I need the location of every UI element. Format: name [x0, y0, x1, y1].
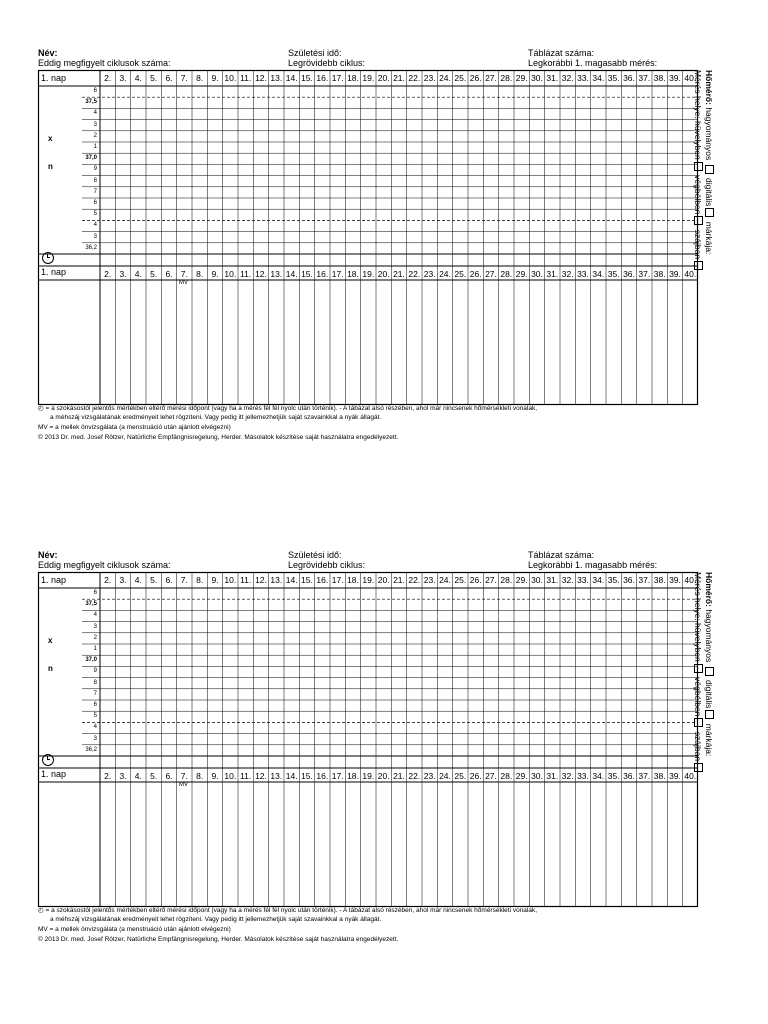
day-header: 38.: [653, 73, 666, 83]
traditional-checkbox[interactable]: [705, 165, 714, 174]
day-header: 34.: [592, 73, 605, 83]
rectal-checkbox[interactable]: [694, 216, 703, 225]
temperature-label: 36,2: [85, 244, 97, 251]
temperature-label: 37,5: [85, 99, 97, 106]
temperature-label: 7: [93, 188, 97, 195]
day-header: 26.: [469, 575, 482, 585]
day-header: 9.: [211, 73, 219, 83]
day-header: 5.: [150, 73, 158, 83]
day-header-lower: 17.: [331, 269, 344, 279]
temperature-label: 3: [93, 121, 97, 128]
vaginal-checkbox[interactable]: [694, 162, 703, 171]
day-header-lower: 20.: [377, 269, 390, 279]
shortest-cycle-label: Legrövidebb ciklus:: [288, 58, 366, 68]
temperature-label: 5: [93, 211, 97, 218]
x-symbol: x: [48, 636, 53, 645]
temperature-label: 7: [93, 690, 97, 697]
temperature-label: 2: [93, 634, 97, 641]
day-header: 37.: [638, 73, 651, 83]
day-header-lower: 15.: [301, 269, 313, 279]
temperature-label: 4: [93, 612, 97, 619]
day-header: 26.: [469, 73, 482, 83]
thermometer-line: Hőmérő: hagyományos digitális márkája:: [704, 572, 714, 757]
day-header: 3.: [119, 73, 127, 83]
day-header-lower: 40.: [684, 771, 697, 781]
day-header: 20.: [377, 575, 390, 585]
brand-text: márkája:: [704, 723, 714, 757]
day-header: 18.: [347, 575, 359, 585]
grid-border: [39, 71, 698, 405]
temperature-label: 6: [93, 88, 97, 94]
day-header-lower: 38.: [653, 771, 666, 781]
footer-note-1: ◴ = a szokásostól jelentős mértékben eltérő mérési időpont (vagy ha a mérés fél fél nyolc után történik). - A tábázat alsó részében, ahol már nincsenek hőmérsékleti vonalak,: [38, 405, 538, 412]
day-header-lower: 35.: [607, 771, 620, 781]
digital-text: digitális: [704, 178, 714, 207]
day-header-lower: 10.: [224, 771, 237, 781]
day-header: 13.: [270, 575, 283, 585]
temperature-label: 4: [93, 724, 97, 731]
day-header-lower: 13.: [270, 771, 283, 781]
first-day-label-lower: 1. nap: [41, 267, 67, 277]
day-header-lower: 23.: [423, 771, 436, 781]
clock-icon: [42, 754, 54, 766]
day-header: 27.: [485, 73, 497, 83]
day-header-lower: 16.: [316, 771, 329, 781]
day-header-lower: 2.: [104, 771, 112, 781]
day-header-lower: 33.: [577, 771, 589, 781]
grid-lines: [38, 70, 698, 405]
day-header-lower: 4.: [134, 269, 142, 279]
footer-note-mv: MV = a mellek önvizsgálata (a menstruáció után ajánlott elvégezni): [38, 926, 231, 933]
day-header: 31.: [546, 575, 559, 585]
day-header-lower: 29.: [515, 269, 528, 279]
day-header: 6.: [165, 73, 173, 83]
n-symbol: n: [48, 162, 53, 171]
day-header: 10.: [224, 73, 237, 83]
thermometer-line: Hőmérő: hagyományos digitális márkája:: [704, 70, 714, 255]
day-header-lower: 25.: [454, 771, 467, 781]
temperature-label: 6: [93, 590, 97, 596]
day-header-lower: 38.: [653, 269, 666, 279]
day-header: 11.: [240, 575, 252, 585]
day-header: 14.: [285, 73, 298, 83]
grid-lines: [38, 572, 698, 907]
day-header: 19.: [362, 73, 375, 83]
day-header-lower: 39.: [669, 771, 681, 781]
name-label: Név:: [38, 48, 58, 58]
day-header: 17.: [331, 575, 344, 585]
day-header: 21.: [393, 575, 405, 585]
rectal-checkbox[interactable]: [694, 718, 703, 727]
day-header: 10.: [224, 575, 237, 585]
temperature-label: 37,5: [85, 601, 97, 608]
day-header: 36.: [623, 73, 635, 83]
day-header-lower: 10.: [224, 269, 237, 279]
table-number-label: Táblázat száma:: [528, 550, 595, 560]
day-header-lower: 21.: [393, 269, 405, 279]
traditional-checkbox[interactable]: [705, 667, 714, 676]
day-header: 24.: [439, 73, 451, 83]
day-header-lower: 14.: [285, 771, 298, 781]
digital-checkbox[interactable]: [705, 208, 714, 217]
day-header: 25.: [454, 575, 467, 585]
day-header: 13.: [270, 73, 283, 83]
measure-place-text: Mérés helye: hüvelyben: [693, 572, 703, 662]
day-header-lower: 32.: [561, 269, 574, 279]
day-header-lower: 19.: [362, 269, 375, 279]
temperature-label: 3: [93, 623, 97, 630]
day-header-lower: 30.: [531, 771, 543, 781]
day-header-lower: 28.: [500, 771, 513, 781]
day-header-lower: 33.: [577, 269, 589, 279]
day-header: 39.: [669, 73, 681, 83]
day-header-lower: 36.: [623, 771, 635, 781]
day-header: 6.: [165, 575, 173, 585]
footer-note-mv: MV = a mellek önvizsgálata (a menstruáció után ajánlott elvégezni): [38, 424, 231, 431]
day-header: 32.: [561, 73, 574, 83]
day-header-lower: 26.: [469, 269, 482, 279]
cycles-label: Eddig megfigyelt ciklusok száma:: [38, 560, 171, 570]
day-header: 17.: [331, 73, 344, 83]
day-header: 40.: [684, 73, 697, 83]
day-header: 8.: [196, 575, 204, 585]
day-header: 40.: [684, 575, 697, 585]
day-header-lower: 7.: [180, 771, 188, 781]
day-header-lower: 19.: [362, 771, 375, 781]
day-header: 16.: [316, 575, 329, 585]
day-header: 11.: [240, 73, 252, 83]
measure-place-line: [693, 70, 703, 272]
day-header: 29.: [515, 575, 528, 585]
mv-label: MV: [179, 280, 188, 286]
day-header-lower: 39.: [669, 269, 681, 279]
day-header-lower: 12.: [255, 771, 267, 781]
day-header-lower: 3.: [119, 771, 127, 781]
day-header: 30.: [531, 73, 543, 83]
birth-label: Születési idő:: [288, 550, 342, 560]
day-header-lower: 22.: [408, 771, 421, 781]
temperature-label: 4: [93, 222, 97, 229]
day-header: 33.: [577, 575, 589, 585]
day-header-lower: 8.: [196, 771, 204, 781]
day-header: 34.: [592, 575, 605, 585]
day-header: 30.: [531, 575, 543, 585]
temperature-label: 8: [93, 177, 97, 184]
day-header: 12.: [255, 575, 267, 585]
temperature-label: 37,0: [85, 155, 97, 162]
day-header-lower: 30.: [531, 269, 543, 279]
day-header: 22.: [408, 73, 421, 83]
temperature-label: 9: [93, 668, 97, 675]
day-header-lower: 6.: [165, 771, 173, 781]
day-header: 37.: [638, 575, 651, 585]
day-header: 23.: [423, 73, 436, 83]
earliest-high-label: Legkorábbi 1. magasabb mérés:: [528, 58, 658, 68]
day-header-lower: 13.: [270, 269, 283, 279]
temperature-label: 36,2: [85, 746, 97, 753]
name-label: Név:: [38, 550, 58, 560]
day-header-lower: 2.: [104, 269, 112, 279]
birth-label: Születési idő:: [288, 48, 342, 58]
oral-text: szájban: [693, 229, 703, 260]
day-header-lower: 31.: [546, 771, 559, 781]
day-header: 24.: [439, 575, 451, 585]
day-header: 14.: [285, 575, 298, 585]
first-day-label: 1. nap: [41, 575, 67, 585]
day-header: 4.: [134, 73, 142, 83]
day-header-lower: 8.: [196, 269, 204, 279]
temperature-label: 6: [93, 702, 97, 708]
day-header-lower: 32.: [561, 771, 574, 781]
temperature-label: 8: [93, 679, 97, 686]
day-header: 27.: [485, 575, 497, 585]
temperature-label: 9: [93, 166, 97, 173]
thermometer-type-text: hagyományos: [704, 609, 714, 665]
day-header: 35.: [607, 575, 620, 585]
day-header-lower: 21.: [393, 771, 405, 781]
day-header-lower: 9.: [211, 771, 219, 781]
day-header-lower: 12.: [255, 269, 267, 279]
temperature-label: 2: [93, 132, 97, 139]
day-header-lower: 11.: [240, 269, 252, 279]
day-header: 15.: [301, 73, 313, 83]
measure-place-line: [693, 572, 703, 774]
temperature-label: 3: [93, 233, 97, 240]
day-header-lower: 5.: [150, 771, 158, 781]
day-header-lower: 5.: [150, 269, 158, 279]
temperature-label: 3: [93, 735, 97, 742]
day-header-lower: 31.: [546, 269, 559, 279]
temperature-label: 1: [93, 144, 97, 150]
day-header-lower: 37.: [638, 269, 651, 279]
day-header-lower: 14.: [285, 269, 298, 279]
temperature-label: 6: [93, 200, 97, 206]
day-header: 2.: [104, 73, 112, 83]
vaginal-checkbox[interactable]: [694, 664, 703, 673]
cycles-label: Eddig megfigyelt ciklusok száma:: [38, 58, 171, 68]
day-header-lower: 35.: [607, 269, 620, 279]
day-header-lower: 27.: [485, 771, 497, 781]
day-header-lower: 11.: [240, 771, 252, 781]
day-header-lower: 36.: [623, 269, 635, 279]
temperature-label: 4: [93, 110, 97, 117]
footer-copyright: © 2013 Dr. med. Josef Rötzer, Natürliche Empfängnisregelung, Herder. Másolatok készítése saját használatra engedélyezett.: [38, 936, 399, 943]
day-header-lower: 29.: [515, 771, 528, 781]
oral-checkbox[interactable]: [694, 261, 703, 270]
digital-text: digitális: [704, 680, 714, 709]
day-header: 4.: [134, 575, 142, 585]
day-header-lower: 23.: [423, 269, 436, 279]
cycle-grid: [38, 70, 698, 405]
x-symbol: x: [48, 134, 53, 143]
day-header: 5.: [150, 575, 158, 585]
table-number-label: Táblázat száma:: [528, 48, 595, 58]
day-header: 15.: [301, 575, 313, 585]
day-header-lower: 18.: [347, 269, 359, 279]
day-header-lower: 28.: [500, 269, 513, 279]
day-header-lower: 37.: [638, 771, 651, 781]
footer-note-1: ◴ = a szokásostól jelentős mértékben eltérő mérési időpont (vagy ha a mérés fél fél nyolc után történik). - A tábázat alsó részében, ahol már nincsenek hőmérsékleti vonalak,: [38, 907, 538, 914]
measure-place-text: Mérés helye: hüvelyben: [693, 70, 703, 160]
n-symbol: n: [48, 664, 53, 673]
rectal-text: végbélben: [693, 175, 703, 215]
day-header: 28.: [500, 575, 513, 585]
mv-label: MV: [179, 782, 188, 788]
day-header: 31.: [546, 73, 559, 83]
day-header: 3.: [119, 575, 127, 585]
day-header: 39.: [669, 575, 681, 585]
rectal-text: végbélben: [693, 677, 703, 717]
day-header: 22.: [408, 575, 421, 585]
day-header-lower: 7.: [180, 269, 188, 279]
temperature-label: 37,0: [85, 657, 97, 664]
day-header-lower: 24.: [439, 771, 451, 781]
day-header: 16.: [316, 73, 329, 83]
digital-checkbox[interactable]: [705, 710, 714, 719]
day-header: 29.: [515, 73, 528, 83]
day-header-lower: 26.: [469, 771, 482, 781]
day-header: 19.: [362, 575, 375, 585]
oral-checkbox[interactable]: [694, 763, 703, 772]
day-header: 23.: [423, 575, 436, 585]
day-header: 7.: [180, 73, 188, 83]
day-header-lower: 16.: [316, 269, 329, 279]
day-header-lower: 24.: [439, 269, 451, 279]
day-header: 9.: [211, 575, 219, 585]
temperature-label: 1: [93, 646, 97, 652]
clock-icon: [42, 252, 54, 264]
day-header: 12.: [255, 73, 267, 83]
day-header-lower: 40.: [684, 269, 697, 279]
day-header: 7.: [180, 575, 188, 585]
day-header: 25.: [454, 73, 467, 83]
grid-border: [39, 573, 698, 907]
first-day-label: 1. nap: [41, 73, 67, 83]
oral-text: szájban: [693, 731, 703, 762]
day-header: 8.: [196, 73, 204, 83]
shortest-cycle-label: Legrövidebb ciklus:: [288, 560, 366, 570]
day-header: 35.: [607, 73, 620, 83]
day-header-lower: 9.: [211, 269, 219, 279]
day-header: 38.: [653, 575, 666, 585]
day-header-lower: 25.: [454, 269, 467, 279]
brand-text: márkája:: [704, 221, 714, 255]
day-header-lower: 27.: [485, 269, 497, 279]
day-header: 20.: [377, 73, 390, 83]
day-header: 33.: [577, 73, 589, 83]
day-header-lower: 17.: [331, 771, 344, 781]
day-header-lower: 20.: [377, 771, 390, 781]
day-header: 28.: [500, 73, 513, 83]
day-header: 21.: [393, 73, 405, 83]
day-header: 18.: [347, 73, 359, 83]
first-day-label-lower: 1. nap: [41, 769, 67, 779]
temperature-label: 5: [93, 713, 97, 720]
day-header-lower: 18.: [347, 771, 359, 781]
day-header-lower: 6.: [165, 269, 173, 279]
day-header-lower: 3.: [119, 269, 127, 279]
day-header: 32.: [561, 575, 574, 585]
day-header: 2.: [104, 575, 112, 585]
day-header-lower: 34.: [592, 269, 605, 279]
footer-note-2: a méhszáj vizsgálatának eredményeit lehet rögzíteni. Vagy pedig itt jellemezhetjük saját szavainkkal a nyák állagát.: [50, 916, 382, 923]
footer-note-2: a méhszáj vizsgálatának eredményeit lehet rögzíteni. Vagy pedig itt jellemezhetjük saját szavainkkal a nyák állagát.: [50, 414, 382, 421]
day-header-lower: 34.: [592, 771, 605, 781]
earliest-high-label: Legkorábbi 1. magasabb mérés:: [528, 560, 658, 570]
cycle-grid: [38, 572, 698, 907]
thermometer-type-text: hagyományos: [704, 107, 714, 163]
day-header-lower: 15.: [301, 771, 313, 781]
day-header-lower: 4.: [134, 771, 142, 781]
footer-copyright: © 2013 Dr. med. Josef Rötzer, Natürliche Empfängnisregelung, Herder. Másolatok készítése saját használatra engedélyezett.: [38, 434, 399, 441]
day-header: 36.: [623, 575, 635, 585]
day-header-lower: 22.: [408, 269, 421, 279]
